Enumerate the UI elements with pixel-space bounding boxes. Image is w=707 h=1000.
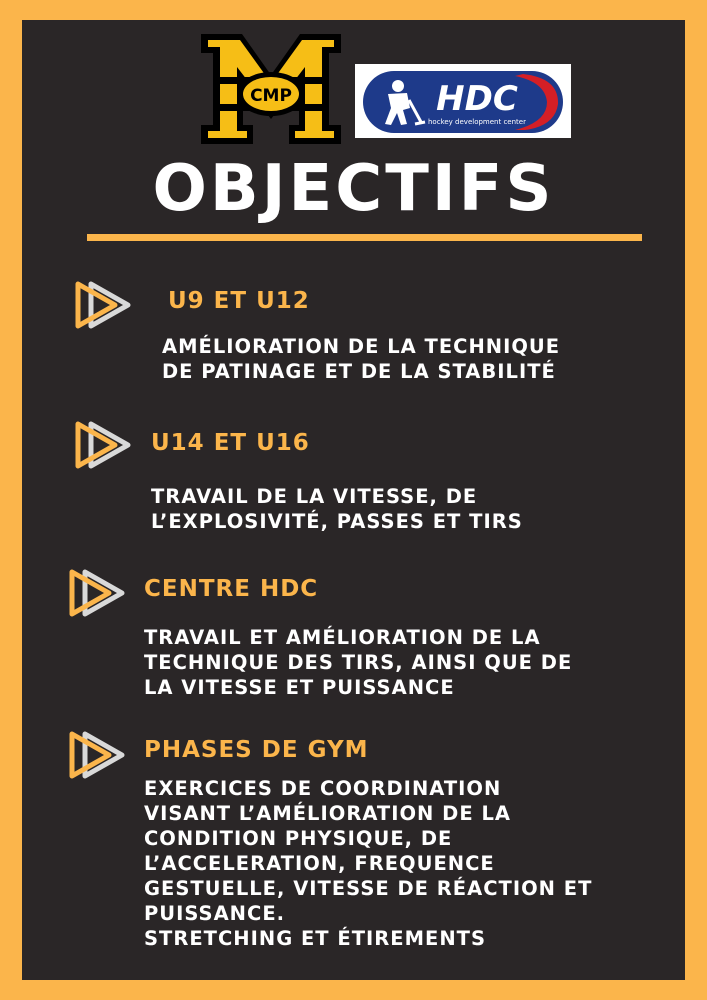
section-2-line: L’EXPLOSIVITÉ, PASSES ET TIRS [151, 510, 523, 533]
section-2-line: TRAVAIL DE LA VITESSE, DE [151, 485, 478, 508]
section-1-arrow-icon [74, 280, 134, 330]
section-4-line: L’ACCELERATION, FREQUENCE [144, 852, 495, 875]
poster [22, 20, 685, 980]
section-1-title: U9 ET U12 [168, 288, 310, 314]
section-1-line: DE PATINAGE ET DE LA STABILITÉ [162, 360, 556, 383]
hdc-logo-subtitle: hockey development center [428, 118, 526, 126]
section-4-text [144, 776, 592, 951]
section-4-line: EXERCICES DE COORDINATION [144, 777, 502, 800]
hdc-logo [355, 64, 571, 138]
section-3-line: TRAVAIL ET AMÉLIORATION DE LA [144, 626, 541, 649]
section-3-line: TECHNIQUE DES TIRS, AINSI QUE DE [144, 651, 573, 674]
section-4-line: GESTUELLE, VITESSE DE RÉACTION ET [144, 877, 593, 900]
section-4-line: CONDITION PHYSIQUE, DE [144, 827, 453, 850]
section-3-arrow-icon [68, 568, 128, 618]
section-3-line: LA VITESSE ET PUISSANCE [144, 676, 455, 699]
hdc-logo-text: HDC [436, 79, 518, 119]
section-2-title: U14 ET U16 [151, 430, 310, 456]
section-4-line: STRETCHING ET ÉTIREMENTS [144, 927, 486, 950]
title-divider [87, 234, 642, 241]
section-2-text [151, 484, 523, 534]
section-4-arrow-icon [68, 730, 128, 780]
club-m-logo-text: CMP [250, 86, 292, 106]
page-title: OBJECTIFS [152, 152, 555, 226]
section-2-arrow-icon [74, 420, 134, 470]
section-4-title: PHASES DE GYM [144, 737, 369, 763]
section-3-title: CENTRE HDC [144, 576, 319, 602]
section-4-line: PUISSANCE. [144, 902, 286, 925]
section-1-line: AMÉLIORATION DE LA TECHNIQUE [162, 335, 561, 358]
section-3-text [144, 625, 572, 700]
section-1-text [162, 334, 560, 384]
club-m-logo [198, 31, 344, 147]
section-4-line: VISANT L’AMÉLIORATION DE LA [144, 802, 511, 825]
